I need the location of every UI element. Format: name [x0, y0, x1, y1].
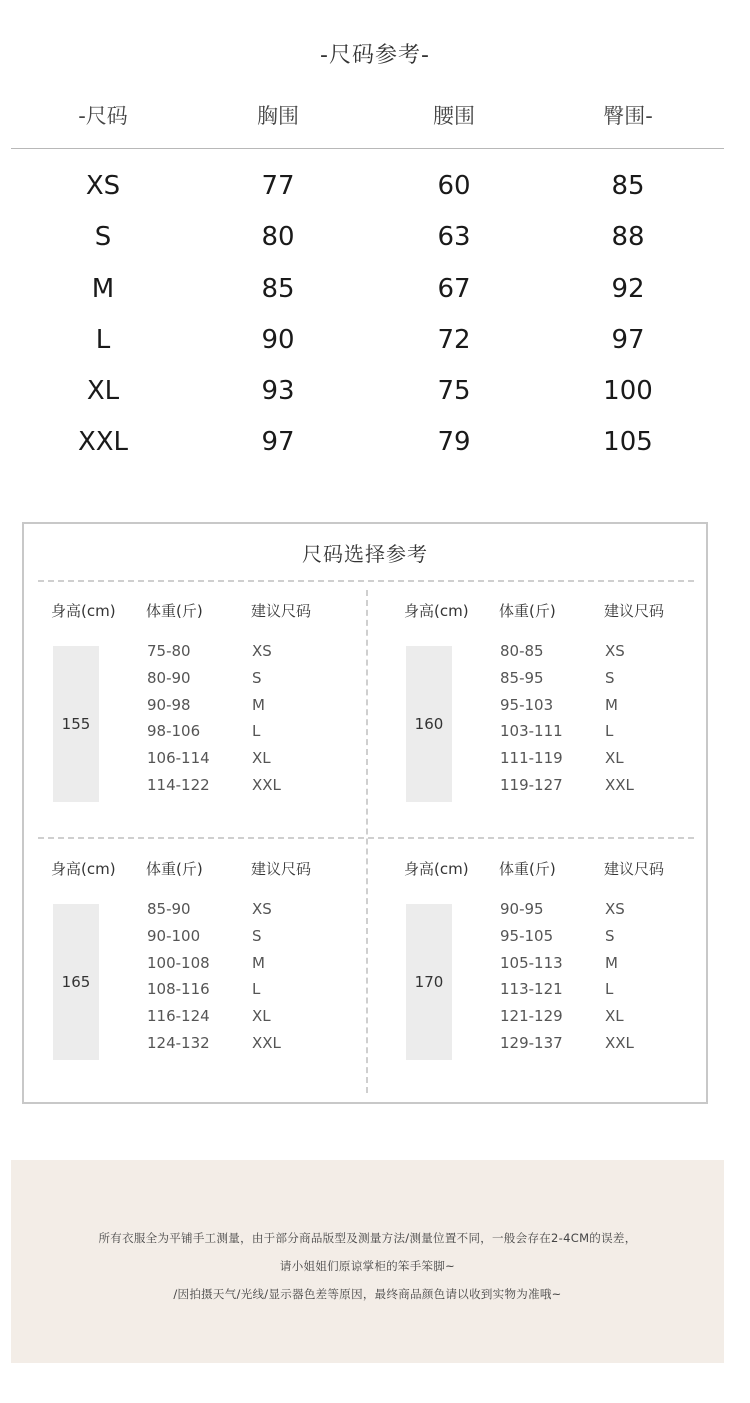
weight-range: 113-121	[500, 980, 563, 998]
panel-header-size: 建议尺码	[604, 602, 665, 620]
suggested-size: L	[605, 980, 614, 998]
panel-header-weight: 体重(斤)	[146, 602, 203, 620]
cell-bust: 93	[261, 376, 295, 407]
height-value: 155	[61, 715, 91, 733]
suggested-size: XS	[605, 900, 625, 918]
cell-size: L	[95, 324, 111, 355]
weight-range: 105-113	[500, 954, 563, 972]
cell-size: XS	[85, 171, 121, 201]
dashed-divider-top	[38, 580, 694, 582]
cell-hip: 88	[611, 222, 645, 253]
weight-range: 85-95	[500, 669, 544, 687]
height-value: 160	[414, 715, 444, 733]
header-size: -尺码	[78, 104, 128, 128]
panel-header-height: 身高(cm)	[404, 602, 469, 620]
weight-range: 100-108	[147, 954, 210, 972]
suggested-size: XXL	[252, 776, 281, 794]
suggested-size: S	[252, 927, 262, 945]
suggested-size: M	[252, 696, 265, 714]
weight-range: 95-105	[500, 927, 554, 945]
panel-height-155	[51, 600, 371, 840]
weight-range: 103-111	[500, 722, 563, 740]
weight-range: 95-103	[500, 696, 554, 714]
weight-range: 114-122	[147, 776, 210, 794]
panel-height-170	[404, 858, 724, 1098]
suggested-size: XL	[605, 1007, 624, 1025]
cell-hip: 105	[603, 427, 653, 458]
weight-range: 90-95	[500, 900, 544, 918]
suggested-size: XXL	[605, 776, 634, 794]
weight-range: 111-119	[500, 749, 563, 767]
weight-range: 85-90	[147, 900, 191, 918]
weight-range: 106-114	[147, 749, 210, 767]
suggested-size: L	[605, 722, 614, 740]
cell-waist: 79	[437, 427, 471, 458]
suggested-size: XXL	[605, 1034, 634, 1052]
suggested-size: L	[252, 722, 261, 740]
panel-height-160	[404, 600, 724, 840]
weight-range: 116-124	[147, 1007, 210, 1025]
weight-range: 75-80	[147, 642, 191, 660]
suggested-size: XXL	[252, 1034, 281, 1052]
suggested-size: M	[605, 954, 618, 972]
note-line-3: /因拍摄天气/光线/显示器色差等原因，最终商品颜色请以收到实物为准哦~	[173, 1287, 562, 1301]
header-divider	[11, 148, 724, 149]
cell-waist: 67	[437, 273, 471, 304]
header-waist: 腰围	[433, 104, 475, 128]
cell-waist: 63	[437, 222, 471, 253]
weight-range: 108-116	[147, 980, 210, 998]
weight-range: 80-90	[147, 669, 191, 687]
size-selection-title: 尺码选择参考	[302, 542, 428, 566]
cell-hip: 92	[611, 273, 645, 304]
cell-bust: 77	[261, 171, 295, 201]
size-table-header	[0, 100, 750, 132]
weight-range: 121-129	[500, 1007, 563, 1025]
size-table-body	[0, 164, 750, 472]
cell-waist: 75	[437, 376, 471, 407]
height-value: 170	[414, 973, 444, 991]
panel-header-weight: 体重(斤)	[499, 860, 556, 878]
cell-hip: 100	[603, 376, 653, 407]
height-value: 165	[61, 973, 91, 991]
note-line-1: 所有衣服全为平铺手工测量，由于部分商品版型及测量方法/测量位置不同，一般会存在2-4CM的误差，	[98, 1231, 637, 1245]
weight-range: 129-137	[500, 1034, 563, 1052]
table-row	[0, 318, 750, 369]
cell-size: S	[94, 222, 112, 253]
cell-size: XXL	[77, 427, 129, 458]
table-row	[0, 420, 750, 471]
suggested-size: S	[605, 927, 615, 945]
weight-range: 98-106	[147, 722, 201, 740]
cell-hip: 97	[611, 324, 645, 355]
cell-waist: 60	[437, 171, 471, 201]
panel-height-165	[51, 858, 371, 1098]
weight-range: 119-127	[500, 776, 563, 794]
cell-bust: 80	[261, 222, 295, 253]
panel-header-height: 身高(cm)	[51, 860, 116, 878]
weight-range: 90-100	[147, 927, 201, 945]
panel-header-weight: 体重(斤)	[146, 860, 203, 878]
suggested-size: M	[252, 954, 265, 972]
measurement-note	[11, 1160, 724, 1363]
panel-header-size: 建议尺码	[604, 860, 665, 878]
suggested-size: XL	[252, 749, 271, 767]
cell-waist: 72	[437, 324, 471, 355]
cell-hip: 85	[611, 171, 645, 201]
suggested-size: XL	[252, 1007, 271, 1025]
suggested-size: S	[605, 669, 615, 687]
size-table-title: -尺码参考-	[320, 43, 430, 68]
weight-range: 124-132	[147, 1034, 210, 1052]
cell-bust: 97	[261, 427, 295, 458]
cell-size: XL	[86, 376, 120, 407]
table-row	[0, 215, 750, 266]
panel-header-size: 建议尺码	[251, 602, 312, 620]
note-line-2: 请小姐姐们原谅掌柜的笨手笨脚~	[279, 1259, 456, 1273]
suggested-size: XS	[605, 642, 625, 660]
weight-range: 90-98	[147, 696, 191, 714]
suggested-size: XS	[252, 900, 272, 918]
suggested-size: S	[252, 669, 262, 687]
panel-header-height: 身高(cm)	[404, 860, 469, 878]
table-row	[0, 369, 750, 420]
cell-bust: 90	[261, 324, 295, 355]
suggested-size: L	[252, 980, 261, 998]
header-bust: 胸围	[257, 104, 299, 128]
table-row	[0, 164, 750, 215]
panel-header-size: 建议尺码	[251, 860, 312, 878]
panel-header-height: 身高(cm)	[51, 602, 116, 620]
cell-size: M	[91, 273, 115, 304]
cell-bust: 85	[261, 273, 295, 304]
suggested-size: XS	[252, 642, 272, 660]
table-row	[0, 267, 750, 318]
panel-header-weight: 体重(斤)	[499, 602, 556, 620]
header-hip: 臀围-	[603, 104, 653, 128]
weight-range: 80-85	[500, 642, 544, 660]
suggested-size: M	[605, 696, 618, 714]
suggested-size: XL	[605, 749, 624, 767]
